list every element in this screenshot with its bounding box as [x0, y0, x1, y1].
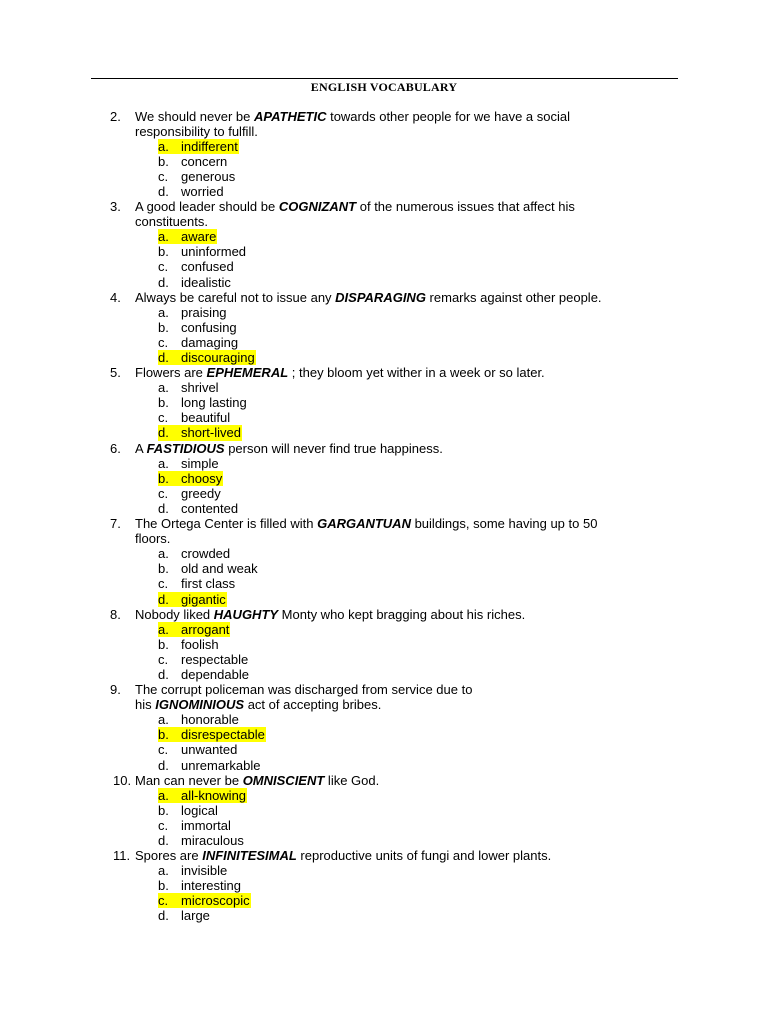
vocabulary-term: IGNOMINIOUS: [155, 697, 245, 713]
option-text: contented: [181, 500, 239, 516]
option-letter: a.: [158, 546, 169, 562]
answer-choice: [158, 652, 249, 667]
option-letter: b.: [158, 727, 169, 743]
option-letter: b.: [158, 802, 169, 818]
document-title: ENGLISH VOCABULARY: [310, 80, 458, 94]
option-letter: d.: [158, 908, 169, 924]
answer-choice: [158, 758, 262, 773]
option-letter: c.: [158, 817, 169, 833]
option-letter: b.: [158, 319, 169, 335]
question-number: 4.: [110, 289, 121, 305]
answer-choice: [158, 833, 245, 848]
question-text-line: [0, 290, 768, 305]
question-item: [0, 848, 768, 923]
question-text: Man can never be: [135, 772, 243, 788]
answer-choice: [158, 305, 228, 320]
option-letter: d.: [158, 833, 169, 848]
option-letter: d.: [158, 183, 169, 199]
highlighted-answer: [158, 592, 227, 607]
answer-choice: [158, 742, 238, 757]
answer-choice: [158, 576, 236, 591]
answer-option: [0, 893, 768, 908]
question-text-line: [0, 697, 768, 712]
option-text: discouraging: [181, 350, 255, 365]
answer-option: [0, 320, 768, 335]
answer-choice: [158, 320, 238, 335]
answer-option: [0, 652, 768, 667]
question-number: 11.: [113, 848, 131, 864]
header-rule: [91, 78, 678, 79]
answer-choice: [158, 878, 242, 893]
answer-choice: [158, 169, 236, 184]
question-text-line: [0, 199, 768, 214]
vocabulary-term: HAUGHTY: [213, 606, 279, 622]
question-text-line: [0, 109, 768, 124]
question-text: Monty who kept bragging about his riches.: [278, 606, 526, 622]
question-number: 7.: [110, 516, 121, 532]
question-text-line: [0, 848, 768, 863]
answer-option: [0, 184, 768, 199]
option-text: large: [181, 908, 210, 924]
answer-option: [0, 622, 768, 637]
option-text: confused: [181, 259, 234, 275]
answer-option: [0, 259, 768, 274]
answer-option: [0, 561, 768, 576]
question-number: 8.: [110, 606, 121, 622]
highlighted-answer: [158, 727, 266, 742]
answer-choice: [158, 667, 250, 682]
question-text: A good leader should be: [135, 199, 279, 215]
answer-choice: [158, 335, 239, 350]
answer-option: [0, 878, 768, 893]
option-text: long lasting: [181, 395, 247, 411]
option-text: respectable: [181, 651, 249, 667]
question-text: ; they bloom yet wither in a week or so later.: [288, 365, 545, 381]
question-text-line: [0, 607, 768, 622]
answer-option: [0, 275, 768, 290]
vocabulary-term: GARGANTUAN: [317, 516, 411, 532]
answer-choice: [158, 410, 231, 425]
question-text: Spores are: [135, 848, 203, 864]
option-letter: a.: [158, 380, 169, 396]
option-text: short-lived: [181, 425, 241, 441]
question-text-line: [0, 124, 768, 139]
highlighted-answer: [158, 425, 242, 440]
answer-option: [0, 727, 768, 742]
answer-choice: [158, 395, 248, 410]
option-letter: c.: [158, 742, 169, 758]
option-letter: b.: [158, 244, 169, 260]
answer-choice: [158, 486, 222, 501]
option-letter: a.: [158, 304, 169, 320]
question-item: [0, 441, 768, 516]
question-text: of the numerous issues that affect his: [356, 199, 575, 215]
vocabulary-term: APATHETIC: [254, 108, 327, 124]
option-letter: a.: [158, 787, 169, 803]
option-text: aware: [181, 229, 217, 245]
answer-option: [0, 380, 768, 395]
option-text: unwanted: [181, 742, 238, 758]
answer-option: [0, 350, 768, 365]
answer-option: [0, 758, 768, 773]
question-item: [0, 516, 768, 607]
question-number: 10.: [113, 772, 132, 788]
option-letter: c.: [158, 259, 169, 275]
answer-option: [0, 712, 768, 727]
option-letter: d.: [158, 425, 169, 441]
option-text: gigantic: [181, 591, 226, 607]
question-text: The corrupt policeman was discharged from service due to: [135, 682, 473, 698]
question-text-line: [0, 365, 768, 380]
option-letter: b.: [158, 153, 169, 169]
option-text: dependable: [181, 666, 249, 682]
option-letter: b.: [158, 395, 169, 411]
option-text: damaging: [181, 334, 239, 350]
option-text: foolish: [181, 636, 219, 652]
option-letter: a.: [158, 229, 169, 245]
question-text-line: [0, 531, 768, 546]
question-item: [0, 290, 768, 365]
option-text: invisible: [181, 863, 228, 879]
question-text-line: [0, 214, 768, 229]
question-text: constituents.: [135, 214, 208, 230]
answer-choice: [158, 259, 235, 274]
option-letter: a.: [158, 863, 169, 879]
answer-option: [0, 154, 768, 169]
answer-choice: [158, 244, 247, 259]
question-text: We should never be: [135, 108, 254, 124]
vocabulary-term: EPHEMERAL: [206, 365, 289, 381]
answer-option: [0, 863, 768, 878]
answer-option: [0, 471, 768, 486]
question-text: buildings, some having up to 50: [410, 516, 598, 532]
answer-option: [0, 803, 768, 818]
answer-option: [0, 139, 768, 154]
option-text: simple: [181, 455, 219, 471]
question-number: 9.: [110, 682, 121, 698]
answer-option: [0, 637, 768, 652]
option-text: generous: [181, 168, 236, 184]
option-text: logical: [181, 802, 218, 818]
answer-choice: [158, 637, 220, 652]
option-text: beautiful: [181, 410, 231, 426]
answer-choice: [158, 184, 225, 199]
option-text: praising: [181, 304, 227, 320]
question-text: towards other people for we have a social: [326, 108, 570, 124]
question-number: 3.: [110, 199, 121, 215]
answer-choice: [158, 863, 228, 878]
answer-choice: [158, 561, 259, 576]
question-number: 2.: [110, 108, 121, 124]
option-letter: c.: [158, 651, 169, 667]
option-letter: d.: [158, 591, 169, 607]
option-text: old and weak: [181, 561, 258, 577]
answer-choice: [158, 501, 239, 516]
question-text: reproductive units of fungi and lower plants.: [296, 848, 552, 864]
option-letter: a.: [158, 621, 169, 637]
question-item: [0, 773, 768, 848]
question-item: [0, 365, 768, 440]
option-text: first class: [181, 576, 236, 592]
option-letter: c.: [158, 334, 169, 350]
answer-option: [0, 229, 768, 244]
answer-choice: [158, 456, 220, 471]
question-item: [0, 109, 768, 200]
question-text: Always be careful not to issue any: [135, 289, 336, 305]
answer-choice: [158, 546, 231, 561]
answer-choice: [158, 154, 228, 169]
question-text: his: [135, 697, 156, 713]
option-text: crowded: [181, 546, 231, 562]
option-letter: c.: [158, 576, 169, 592]
question-text: person will never find true happiness.: [224, 440, 443, 456]
answer-option: [0, 410, 768, 425]
option-text: shrivel: [181, 380, 219, 396]
answer-choice: [158, 908, 211, 923]
answer-option: [0, 486, 768, 501]
option-text: microscopic: [181, 893, 250, 909]
answer-option: [0, 818, 768, 833]
option-letter: b.: [158, 470, 169, 486]
answer-option: [0, 788, 768, 803]
answer-option: [0, 742, 768, 757]
vocabulary-term: OMNISCIENT: [242, 772, 325, 788]
option-text: interesting: [181, 878, 241, 894]
option-text: confusing: [181, 319, 237, 335]
option-text: greedy: [181, 485, 221, 501]
option-letter: c.: [158, 893, 169, 909]
question-text: Nobody liked: [135, 606, 214, 622]
vocabulary-term: DISPARAGING: [335, 289, 426, 305]
question-text-line: [0, 773, 768, 788]
option-letter: d.: [158, 757, 169, 773]
question-text: A: [135, 440, 147, 456]
option-letter: c.: [158, 410, 169, 426]
option-text: uninformed: [181, 244, 247, 260]
question-text: like God.: [324, 772, 380, 788]
option-letter: d.: [158, 500, 169, 516]
question-item: [0, 682, 768, 773]
question-text: act of accepting bribes.: [244, 697, 382, 713]
highlighted-answer: [158, 893, 251, 908]
option-text: miraculous: [181, 833, 244, 848]
answer-option: [0, 395, 768, 410]
option-text: arrogant: [181, 621, 230, 637]
option-text: honorable: [181, 712, 239, 728]
answer-choice: [158, 380, 220, 395]
answer-option: [0, 833, 768, 848]
question-item: [0, 199, 768, 290]
option-text: choosy: [181, 470, 223, 486]
option-letter: c.: [158, 485, 169, 501]
option-letter: d.: [158, 274, 169, 290]
highlighted-answer: [158, 229, 217, 244]
question-text: responsibility to fulfill.: [135, 123, 258, 139]
highlighted-answer: [158, 471, 223, 486]
question-list: [0, 109, 768, 924]
vocabulary-term: COGNIZANT: [278, 199, 357, 215]
answer-option: [0, 335, 768, 350]
option-letter: d.: [158, 350, 169, 365]
answer-option: [0, 501, 768, 516]
option-text: worried: [181, 183, 224, 199]
answer-option: [0, 244, 768, 259]
option-text: concern: [181, 153, 228, 169]
question-text: remarks against other people.: [425, 289, 602, 305]
highlighted-answer: [158, 350, 256, 365]
vocabulary-term: FASTIDIOUS: [146, 440, 225, 456]
option-text: indifferent: [181, 138, 238, 154]
answer-option: [0, 169, 768, 184]
option-letter: a.: [158, 138, 169, 154]
option-letter: b.: [158, 878, 169, 894]
answer-choice: [158, 275, 232, 290]
question-text: The Ortega Center is filled with: [135, 516, 318, 532]
question-number: 6.: [110, 440, 121, 456]
question-text: floors.: [135, 531, 171, 547]
option-letter: a.: [158, 712, 169, 728]
question-text-line: [0, 682, 768, 697]
question-text-line: [0, 516, 768, 531]
option-text: disrespectable: [181, 727, 265, 743]
option-text: all-knowing: [181, 787, 247, 803]
highlighted-answer: [158, 788, 247, 803]
answer-option: [0, 456, 768, 471]
vocabulary-term: INFINITESIMAL: [202, 848, 297, 864]
answer-choice: [158, 803, 219, 818]
highlighted-answer: [158, 622, 230, 637]
option-letter: b.: [158, 636, 169, 652]
answer-option: [0, 592, 768, 607]
option-letter: c.: [158, 168, 169, 184]
answer-choice: [158, 712, 240, 727]
answer-option: [0, 546, 768, 561]
question-number: 5.: [110, 365, 121, 381]
question-item: [0, 607, 768, 682]
question-text-line: [0, 441, 768, 456]
question-text: Flowers are: [135, 365, 207, 381]
answer-option: [0, 576, 768, 591]
option-text: unremarkable: [181, 757, 261, 773]
option-text: immortal: [181, 817, 231, 833]
answer-option: [0, 305, 768, 320]
option-letter: b.: [158, 561, 169, 577]
option-letter: d.: [158, 666, 169, 682]
answer-option: [0, 908, 768, 923]
answer-option: [0, 667, 768, 682]
option-text: idealistic: [181, 274, 231, 290]
answer-option: [0, 425, 768, 440]
answer-choice: [158, 818, 232, 833]
highlighted-answer: [158, 139, 239, 154]
option-letter: a.: [158, 455, 169, 471]
